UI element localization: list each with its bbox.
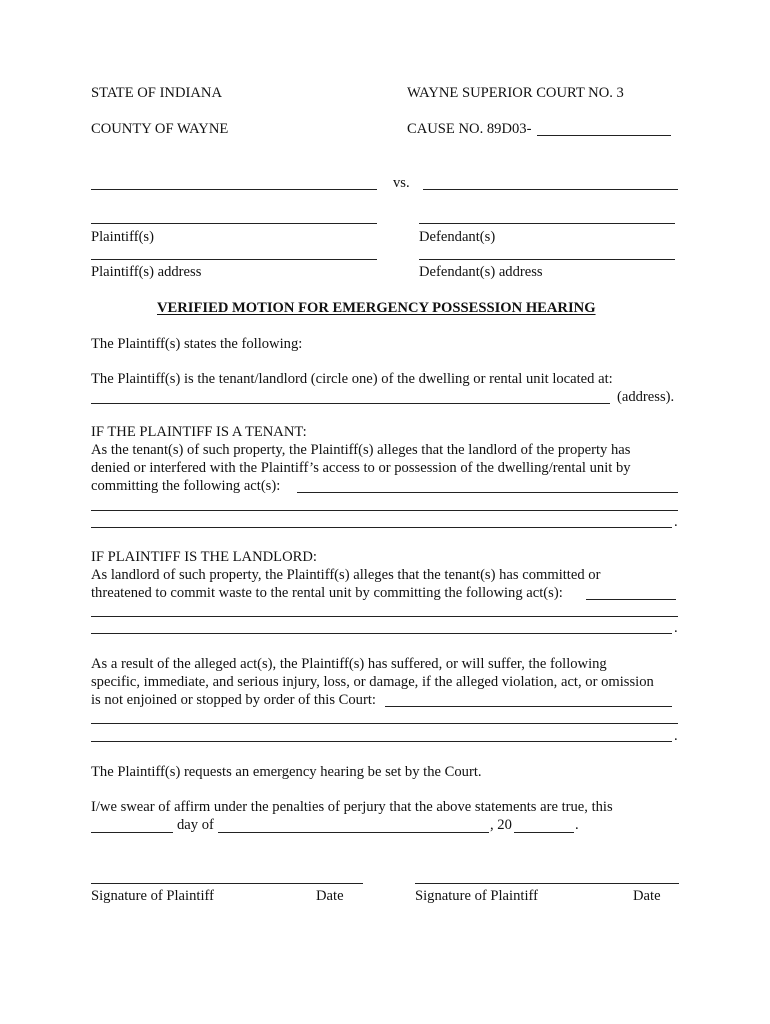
state-label: STATE OF INDIANA [91, 85, 222, 101]
year-field[interactable] [514, 832, 574, 833]
injury-field-1[interactable] [385, 706, 672, 707]
tenant-acts-field-1[interactable] [297, 492, 678, 493]
tenant-text-line-3: committing the following act(s): [91, 478, 281, 494]
defendant-label: Defendant(s) [419, 229, 496, 245]
landlord-acts-field-2[interactable] [91, 616, 678, 617]
plaintiff-address-field[interactable] [91, 259, 377, 260]
versus-label: vs. [393, 175, 410, 191]
plaintiff-name-field-2[interactable] [91, 223, 377, 224]
result-text-line-1: As a result of the alleged act(s), the Plaintiff(s) has suffered, or will suffer, the following [91, 656, 607, 672]
landlord-acts-period: . [674, 620, 678, 636]
court-label: WAYNE SUPERIOR COURT NO. 3 [407, 85, 624, 101]
year-prefix-label: , 20 [490, 817, 512, 833]
plaintiff-label: Plaintiff(s) [91, 229, 154, 245]
tenant-acts-field-3[interactable] [91, 527, 672, 528]
document-title: VERIFIED MOTION FOR EMERGENCY POSSESSION HEARING [157, 300, 596, 316]
address-suffix: (address). [617, 389, 675, 405]
defendant-address-label: Defendant(s) address [419, 264, 543, 280]
injury-period: . [674, 728, 678, 744]
injury-field-3[interactable] [91, 741, 672, 742]
month-field[interactable] [218, 832, 489, 833]
cause-number-label: CAUSE NO. 89D03- [407, 121, 532, 137]
signature-label-1: Signature of Plaintiff [91, 888, 214, 904]
day-field[interactable] [91, 832, 173, 833]
request-text: The Plaintiff(s) requests an emergency hearing be set by the Court. [91, 764, 482, 780]
result-text-line-3: is not enjoined or stopped by order of this Court: [91, 692, 376, 708]
landlord-text-line-2: threatened to commit waste to the rental unit by committing the following act(s): [91, 585, 563, 601]
date-label-2: Date [633, 888, 661, 904]
affirmation-period: . [575, 817, 579, 833]
signature-line-1[interactable] [91, 883, 363, 884]
affirmation-text: I/we swear of affirm under the penalties of perjury that the above statements are true, this [91, 799, 613, 815]
defendant-name-field[interactable] [423, 189, 678, 190]
tenant-text-line-2: denied or interfered with the Plaintiff’s access to or possession of the dwelling/rental unit by [91, 460, 631, 476]
cause-number-field[interactable] [537, 135, 671, 136]
county-label: COUNTY OF WAYNE [91, 121, 229, 137]
address-field[interactable] [91, 403, 610, 404]
defendant-address-field[interactable] [419, 259, 675, 260]
day-of-label: day of [177, 817, 214, 833]
tenant-acts-period: . [674, 514, 678, 530]
plaintiff-name-field[interactable] [91, 189, 377, 190]
unit-location-text: The Plaintiff(s) is the tenant/landlord (circle one) of the dwelling or rental unit located at: [91, 371, 613, 387]
defendant-name-field-2[interactable] [419, 223, 675, 224]
plaintiff-address-label: Plaintiff(s) address [91, 264, 202, 280]
landlord-text-line-1: As landlord of such property, the Plaintiff(s) alleges that the tenant(s) has committed or [91, 567, 601, 583]
result-text-line-2: specific, immediate, and serious injury, loss, or damage, if the alleged violation, act, or omission [91, 674, 654, 690]
landlord-acts-field-1[interactable] [586, 599, 676, 600]
signature-line-2[interactable] [415, 883, 679, 884]
tenant-acts-field-2[interactable] [91, 510, 678, 511]
injury-field-2[interactable] [91, 723, 678, 724]
landlord-heading: IF PLAINTIFF IS THE LANDLORD: [91, 549, 317, 565]
signature-label-2: Signature of Plaintiff [415, 888, 538, 904]
date-label-1: Date [316, 888, 344, 904]
tenant-heading: IF THE PLAINTIFF IS A TENANT: [91, 424, 307, 440]
tenant-text-line-1: As the tenant(s) of such property, the Plaintiff(s) alleges that the landlord of the property has [91, 442, 631, 458]
landlord-acts-field-3[interactable] [91, 633, 672, 634]
intro-text: The Plaintiff(s) states the following: [91, 336, 303, 352]
